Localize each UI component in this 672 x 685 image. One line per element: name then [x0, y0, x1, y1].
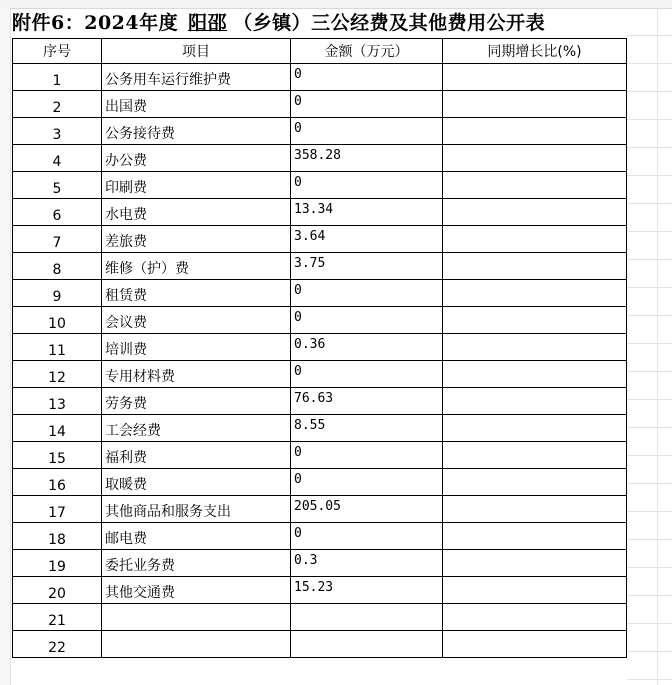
- table-row: [13, 388, 627, 415]
- cell-amount[interactable]: 8.55: [291, 415, 443, 442]
- cell-item[interactable]: 福利费: [102, 442, 291, 469]
- cell-item[interactable]: 出国费: [102, 91, 291, 118]
- cell-item[interactable]: 公务接待费: [102, 118, 291, 145]
- cell-growth[interactable]: [443, 199, 627, 226]
- cell-seq[interactable]: 3: [13, 118, 102, 145]
- table-body: [13, 64, 627, 658]
- header-growth[interactable]: 同期增长比(%): [443, 39, 627, 64]
- title-suffix: （乡镇）三公经费及其他费用公开表: [233, 12, 546, 34]
- cell-amount[interactable]: 0: [291, 280, 443, 307]
- cell-amount[interactable]: 358.28: [291, 145, 443, 172]
- table-row: [13, 145, 627, 172]
- spreadsheet-gridlines: [627, 8, 672, 685]
- cell-growth[interactable]: [443, 280, 627, 307]
- cell-seq[interactable]: 5: [13, 172, 102, 199]
- cell-growth[interactable]: [443, 118, 627, 145]
- table-row: [13, 415, 627, 442]
- cell-item[interactable]: 公务用车运行维护费: [102, 64, 291, 91]
- page-title: [12, 10, 626, 36]
- table-row: [13, 469, 627, 496]
- cell-amount[interactable]: 0.36: [291, 334, 443, 361]
- cell-seq[interactable]: 8: [13, 253, 102, 280]
- cell-seq[interactable]: 9: [13, 280, 102, 307]
- cell-growth[interactable]: [443, 577, 627, 604]
- cell-growth[interactable]: [443, 145, 627, 172]
- column-header-strip: [0, 0, 672, 9]
- table-row: [13, 361, 627, 388]
- table-row: [13, 631, 627, 658]
- cell-amount[interactable]: 13.34: [291, 199, 443, 226]
- table-row: [13, 523, 627, 550]
- header-item[interactable]: 项目: [102, 39, 291, 64]
- table-row: [13, 442, 627, 469]
- cell-growth[interactable]: [443, 253, 627, 280]
- cell-amount[interactable]: 3.75: [291, 253, 443, 280]
- cell-amount[interactable]: 3.64: [291, 226, 443, 253]
- cell-item[interactable]: 邮电费: [102, 523, 291, 550]
- cell-item[interactable]: 印刷费: [102, 172, 291, 199]
- cell-seq[interactable]: 19: [13, 550, 102, 577]
- table-row: [13, 226, 627, 253]
- cell-seq[interactable]: 6: [13, 199, 102, 226]
- table-row: [13, 118, 627, 145]
- cell-seq[interactable]: 20: [13, 577, 102, 604]
- cell-amount[interactable]: 0: [291, 307, 443, 334]
- cell-amount[interactable]: 0: [291, 118, 443, 145]
- cell-amount[interactable]: [291, 631, 443, 658]
- cell-item[interactable]: 委托业务费: [102, 550, 291, 577]
- table-row: [13, 280, 627, 307]
- row-header-strip: [0, 8, 11, 685]
- table-row: [13, 334, 627, 361]
- cell-item[interactable]: 培训费: [102, 334, 291, 361]
- cell-growth[interactable]: [443, 415, 627, 442]
- cell-amount[interactable]: 0: [291, 469, 443, 496]
- cell-seq[interactable]: 18: [13, 523, 102, 550]
- cell-growth[interactable]: [443, 496, 627, 523]
- cell-item[interactable]: 专用材料费: [102, 361, 291, 388]
- table-header-row: [13, 39, 627, 64]
- cell-seq[interactable]: 21: [13, 604, 102, 631]
- table-row: [13, 307, 627, 334]
- cell-seq[interactable]: 7: [13, 226, 102, 253]
- cell-amount[interactable]: 15.23: [291, 577, 443, 604]
- cell-item[interactable]: [102, 631, 291, 658]
- cell-growth[interactable]: [443, 226, 627, 253]
- cell-item[interactable]: 其他商品和服务支出: [102, 496, 291, 523]
- cell-growth[interactable]: [443, 388, 627, 415]
- header-seq[interactable]: 序号: [13, 39, 102, 64]
- table-row: [13, 91, 627, 118]
- cell-amount[interactable]: 0: [291, 442, 443, 469]
- cell-growth[interactable]: [443, 604, 627, 631]
- cell-item[interactable]: 工会经费: [102, 415, 291, 442]
- cell-item[interactable]: 租赁费: [102, 280, 291, 307]
- cell-growth[interactable]: [443, 469, 627, 496]
- cell-seq[interactable]: 12: [13, 361, 102, 388]
- cell-growth[interactable]: [443, 631, 627, 658]
- cell-amount[interactable]: 0.3: [291, 550, 443, 577]
- header-amount[interactable]: 金额（万元）: [291, 39, 443, 64]
- cell-amount[interactable]: 205.05: [291, 496, 443, 523]
- cell-seq[interactable]: 10: [13, 307, 102, 334]
- cell-seq[interactable]: 11: [13, 334, 102, 361]
- cell-item[interactable]: 维修（护）费: [102, 253, 291, 280]
- spreadsheet-gridline-column: [657, 8, 658, 685]
- cell-item[interactable]: 取暖费: [102, 469, 291, 496]
- cell-seq[interactable]: 17: [13, 496, 102, 523]
- cell-amount[interactable]: 0: [291, 172, 443, 199]
- cell-growth[interactable]: [443, 442, 627, 469]
- cell-growth[interactable]: [443, 307, 627, 334]
- cell-amount[interactable]: 76.63: [291, 388, 443, 415]
- expense-table: [12, 38, 627, 658]
- cell-seq[interactable]: 13: [13, 388, 102, 415]
- cell-amount[interactable]: [291, 604, 443, 631]
- cell-amount[interactable]: 0: [291, 91, 443, 118]
- cell-growth[interactable]: [443, 91, 627, 118]
- cell-seq[interactable]: 16: [13, 469, 102, 496]
- table-row: [13, 253, 627, 280]
- cell-seq[interactable]: 22: [13, 631, 102, 658]
- cell-growth[interactable]: [443, 361, 627, 388]
- cell-seq[interactable]: 4: [13, 145, 102, 172]
- title-prefix: 附件6：2024年度: [12, 12, 179, 34]
- cell-item[interactable]: 劳务费: [102, 388, 291, 415]
- cell-item[interactable]: 水电费: [102, 199, 291, 226]
- cell-item[interactable]: 差旅费: [102, 226, 291, 253]
- cell-item[interactable]: 会议费: [102, 307, 291, 334]
- cell-growth[interactable]: [443, 64, 627, 91]
- cell-seq[interactable]: 2: [13, 91, 102, 118]
- cell-seq[interactable]: 15: [13, 442, 102, 469]
- cell-item[interactable]: 办公费: [102, 145, 291, 172]
- table-row: [13, 550, 627, 577]
- cell-growth[interactable]: [443, 523, 627, 550]
- cell-growth[interactable]: [443, 550, 627, 577]
- table-row: [13, 577, 627, 604]
- cell-growth[interactable]: [443, 334, 627, 361]
- table-row: [13, 604, 627, 631]
- cell-growth[interactable]: [443, 172, 627, 199]
- cell-amount[interactable]: 0: [291, 523, 443, 550]
- cell-item[interactable]: [102, 604, 291, 631]
- table-row: [13, 496, 627, 523]
- title-town[interactable]: 阳邵: [188, 12, 228, 34]
- cell-seq[interactable]: 14: [13, 415, 102, 442]
- cell-amount[interactable]: 0: [291, 64, 443, 91]
- table-row: [13, 64, 627, 91]
- cell-item[interactable]: 其他交通费: [102, 577, 291, 604]
- cell-amount[interactable]: 0: [291, 361, 443, 388]
- table-row: [13, 199, 627, 226]
- cell-seq[interactable]: 1: [13, 64, 102, 91]
- table-row: [13, 172, 627, 199]
